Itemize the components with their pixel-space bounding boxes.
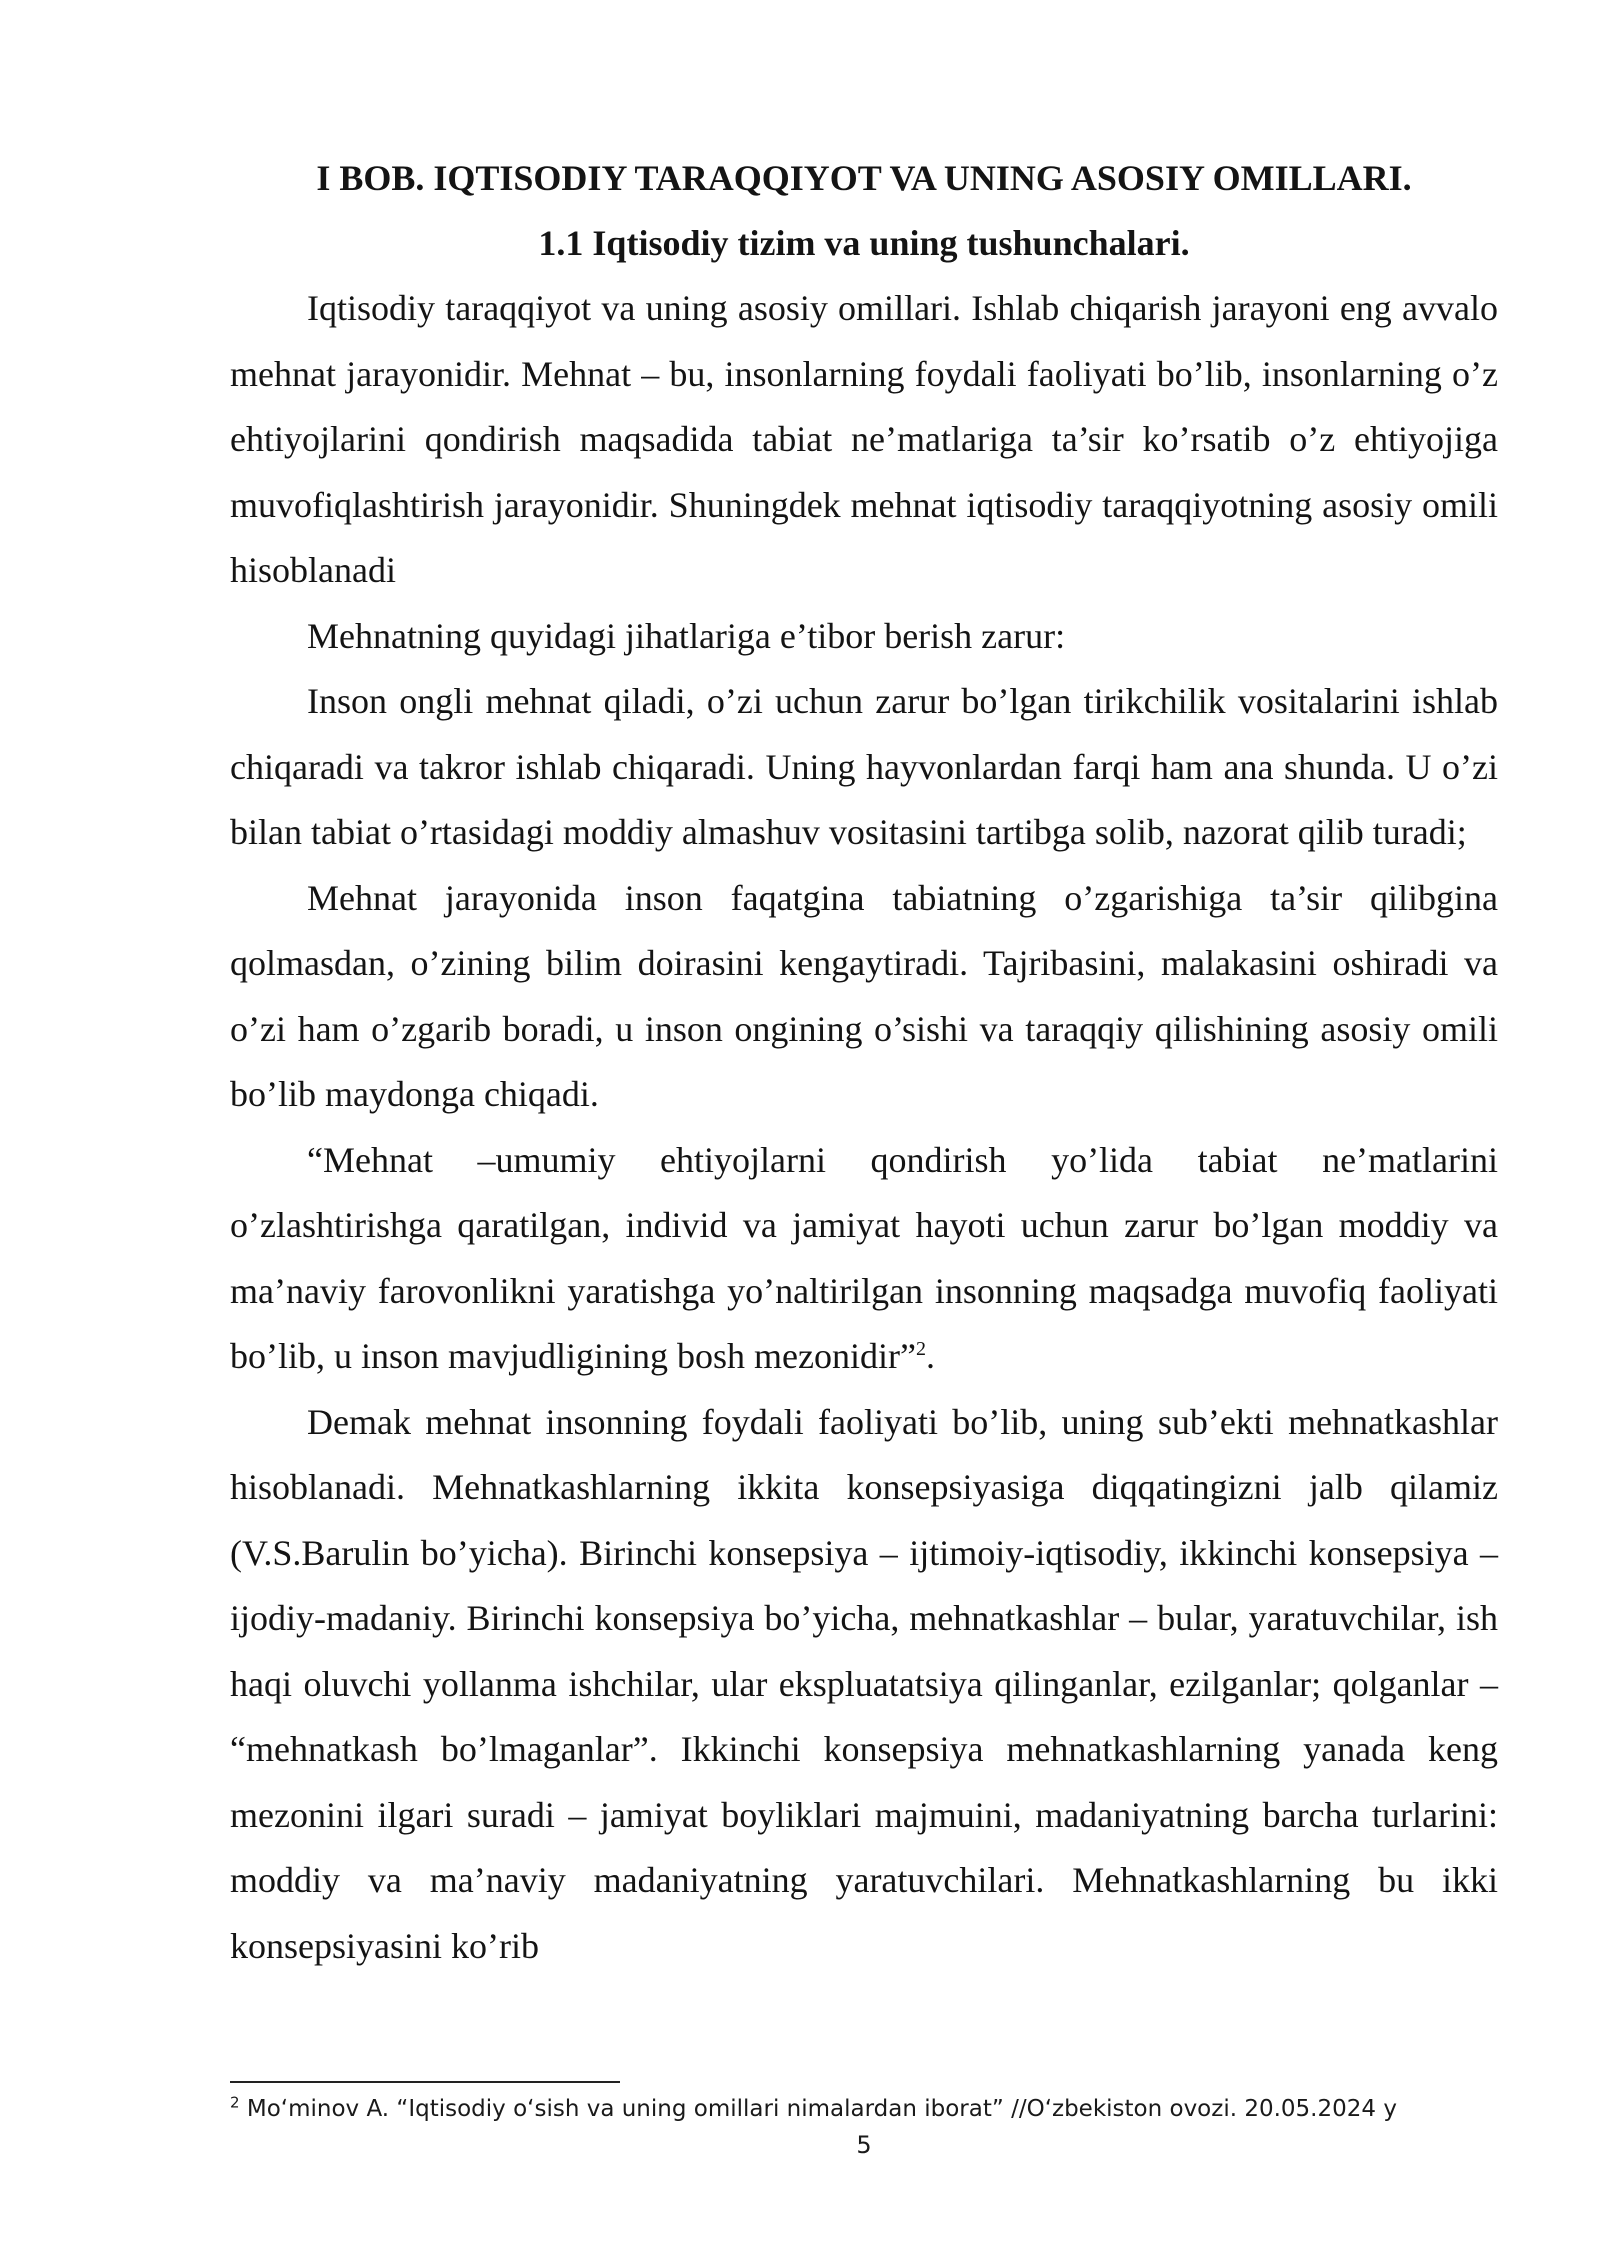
quote-paragraph: [230, 1128, 1498, 1390]
footnote-text: Moʻminov A. “Iqtisodiy oʻsish va uning omillari nimalardan iborat” //Oʻzbekiston ovozi. 20.05.2024 y: [239, 2096, 1397, 2122]
section-title: 1.1 Iqtisodiy tizim va uning tushunchalari.: [538, 223, 1190, 263]
paragraph: Mehnat jarayonida inson faqatgina tabiatning o’zgarishiga ta’sir qilibgina qolmasdan, o’zining bilim doirasini kengaytiradi. Tajribasini, malakasini oshiradi va o’zi ham o’zgarib boradi, u inson ongining o’sishi va taraqqiy qilishining asosiy omili bo’lib maydonga chiqadi.: [230, 877, 1498, 1114]
page-body: [230, 146, 1498, 1979]
paragraph: Mehnatning quyidagi jihatlariga e’tibor berish zarur:: [307, 615, 1066, 656]
chapter-title: I BOB. IQTISODIY TARAQQIYOT VA UNING ASOSIY OMILLARI.: [316, 158, 1412, 198]
quote-trailing-punctuation: .: [925, 1336, 935, 1376]
quote-text: “Mehnat –umumiy ehtiyojlarni qondirish yo’lida tabiat ne’matlarini o’zlashtirishga qaratilgan, individ va jamiyat hayoti uchun zarur bo’lgan moddiy va ma’naviy farovonlikni yaratishga yo’naltirilgan insonning maqsadga muvofiq faoliyati bo’lib, u inson mavjudligining bosh mezonidir”: [230, 1139, 1498, 1376]
footnote-separator: [230, 2081, 620, 2083]
footnote-reference[interactable]: 2: [915, 1338, 926, 1360]
paragraph: Iqtisodiy taraqqiyot va uning asosiy omillari. Ishlab chiqarish jarayoni eng avvalo mehnat jarayonidir. Mehnat – bu, insonlarning foydali faoliyati bo’lib, insonlarning o’z ehtiyojlarini qondirish maqsadida tabiat ne’matlariga ta’sir ko’rsatib o’z ehtiyojiga muvofiqlashtirish jarayonidir. Shuningdek mehnat iqtisodiy taraqqiyotning asosiy omili hisoblanadi: [230, 288, 1498, 590]
paragraph: Demak mehnat insonning foydali faoliyati bo’lib, uning sub’ekti mehnatkashlar hisoblanadi. Mehnatkashlarning ikkita konsepsiyasiga diqqatingizni jalb qilamiz (V.S.Barulin bo’yicha). Birinchi konsepsiya – ijtimoiy-iqtisodiy, ikkinchi konsepsiya – ijodiy-madaniy. Birinchi konsepsiya bo’yicha, mehnatkashlar – bular, yaratuvchilar, ish haqi oluvchi yollanma ishchilar, ular ekspluatatsiya qilinganlar, ezilganlar; qolganlar – “mehnatkash bo’lmaganlar”. Ikkinchi konsepsiya mehnatkashlarning yanada keng mezonini ilgari suradi – jamiyat boyliklari majmuini, madaniyatning barcha turlarini: moddiy va ma’naviy madaniyatning yaratuvchilari. Mehnatkashlarning bu ikki konsepsiyasini ko’rib: [230, 1401, 1498, 1966]
page-number: 5: [856, 2131, 872, 2159]
paragraph: Inson ongli mehnat qiladi, o’zi uchun zarur bo’lgan tirikchilik vositalarini ishlab chiqaradi va takror ishlab chiqaradi. Uning hayvonlardan farqi ham ana shunda. U o’zi bilan tabiat o’rtasidagi moddiy almashuv vositasini tartibga solib, nazorat qilib turadi;: [230, 681, 1498, 852]
footnote: [230, 2094, 1498, 2124]
footnote-mark: 2: [230, 2093, 240, 2112]
